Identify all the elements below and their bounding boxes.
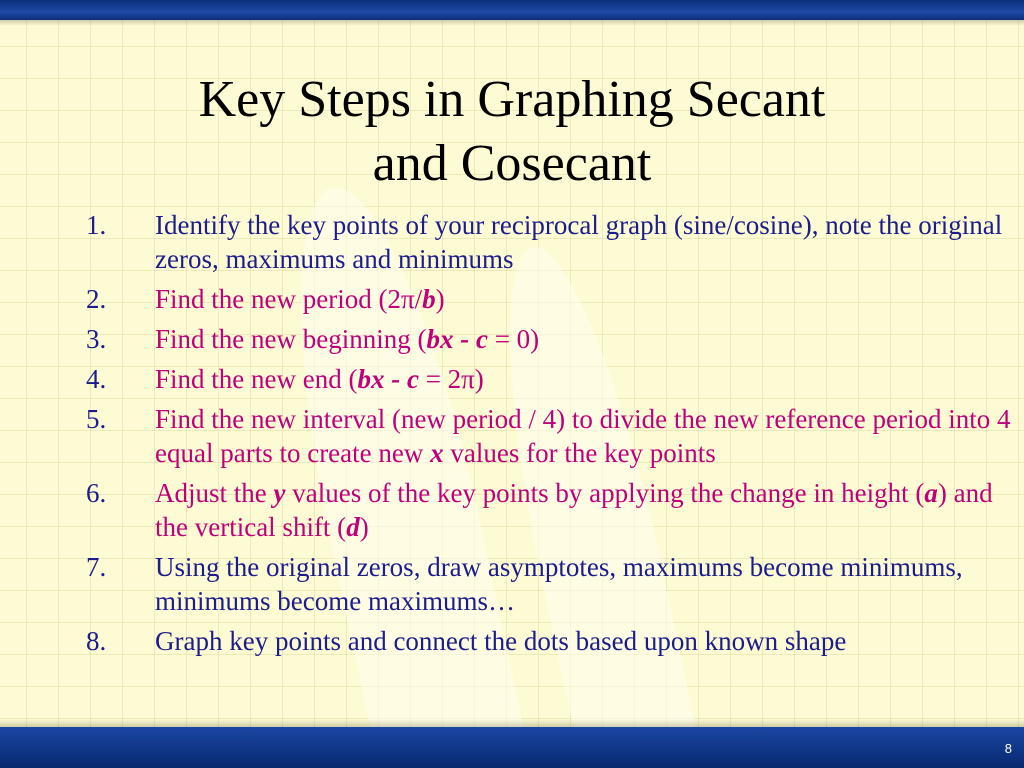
- list-item-step-7: [86, 550, 1016, 618]
- step-text: Find the new interval (new period / 4) to divide the new reference period into 4 equal parts to create new x values for the key points: [155, 404, 1011, 468]
- step-number: 3.: [86, 324, 107, 354]
- top-shadow: [0, 20, 1024, 26]
- step-number: 8.: [86, 626, 107, 656]
- bottom-banner: [0, 727, 1024, 768]
- list-item-step-1: [86, 208, 1016, 276]
- step-text: Using the original zeros, draw asymptotes, maximums become minimums, minimums become maximums…: [155, 552, 963, 616]
- step-text: Find the new end (bx - c = 2π): [155, 364, 484, 394]
- top-banner: [0, 0, 1024, 20]
- step-number: 6.: [86, 478, 107, 508]
- step-number: 2.: [86, 284, 107, 314]
- steps-list: [86, 208, 1016, 664]
- list-item-step-5: [86, 402, 1016, 470]
- step-text: Adjust the y values of the key points by applying the change in height (a) and the vertical shift (d): [155, 478, 993, 542]
- title-line-2: and Cosecant: [372, 135, 652, 192]
- page-number: 8: [1004, 741, 1012, 756]
- step-number: 1.: [86, 210, 107, 240]
- list-item-step-6: [86, 476, 1016, 544]
- step-number: 4.: [86, 364, 107, 394]
- step-text: Find the new period (2π/b): [155, 284, 445, 314]
- list-item-step-3: [86, 322, 1016, 356]
- slide-title: [0, 68, 1024, 196]
- list-item-step-2: [86, 282, 1016, 316]
- step-number: 5.: [86, 404, 107, 434]
- step-text: Find the new beginning (bx - c = 0): [155, 324, 540, 354]
- list-item-step-4: [86, 362, 1016, 396]
- list-item-step-8: [86, 624, 1016, 658]
- step-text: Graph key points and connect the dots based upon known shape: [155, 626, 847, 656]
- bottom-shadow: [0, 719, 1024, 727]
- title-line-1: Key Steps in Graphing Secant: [198, 71, 826, 128]
- step-number: 7.: [86, 552, 107, 582]
- step-text: Identify the key points of your reciprocal graph (sine/cosine), note the original zeros, maximums and minimums: [155, 210, 1003, 274]
